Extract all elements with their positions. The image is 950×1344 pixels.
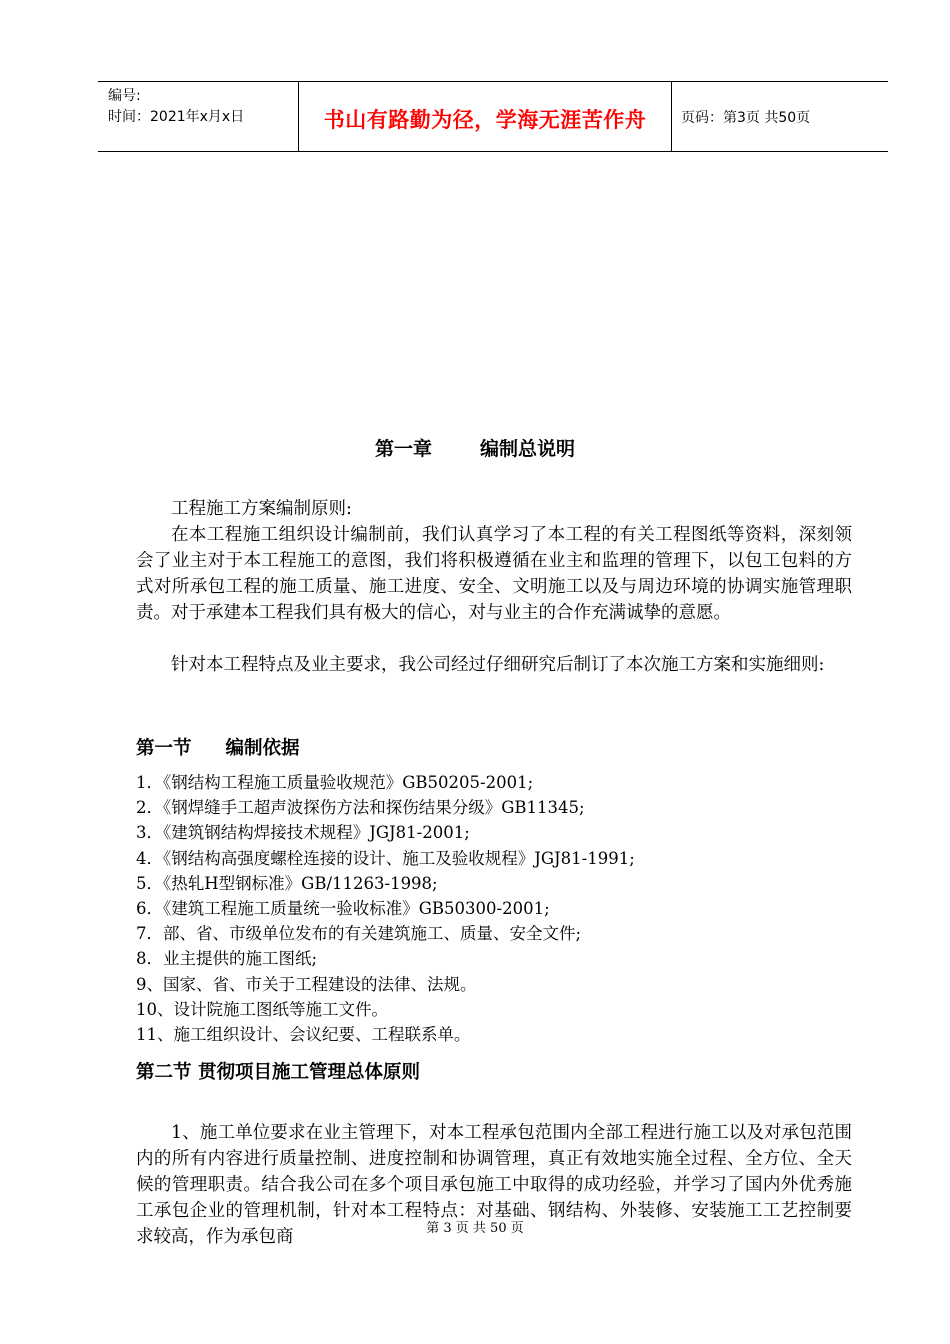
page-footer: 第 3 页 共 50 页 xyxy=(426,1221,524,1236)
list-item: 9、国家、省、市关于工程建设的法律、法规。 xyxy=(136,974,477,994)
list-item: 5．《热轧H型钢标准》GB/11263-1998; xyxy=(136,873,438,893)
header-motto: 书山有路勤为径，学海无涯苦作舟 xyxy=(323,108,647,132)
list-item: 2．《钢焊缝手工超声波探伤方法和探伤结果分级》GB11345; xyxy=(136,798,585,818)
header-left-cell xyxy=(98,82,298,151)
list-item: 6．《建筑工程施工质量统一验收标准》GB50300-2001; xyxy=(136,899,550,919)
document-header xyxy=(98,81,888,152)
chapter-number: 第一章 xyxy=(374,438,432,460)
list-item: 11、施工组织设计、会议纪要、工程联系单。 xyxy=(136,1025,471,1045)
reference-list xyxy=(136,770,635,1047)
section-2-title: 第二节 贯彻项目施工管理总体原则 xyxy=(136,1062,420,1083)
header-page-info: 页码：第3页 共50页 xyxy=(681,110,811,126)
document-date: 时间：2021年x月x日 xyxy=(108,109,245,125)
document-number-label: 编号: xyxy=(108,88,141,104)
list-item: 7．部、省、市级单位发布的有关建筑施工、质量、安全文件; xyxy=(136,924,582,944)
list-item: 1．《钢结构工程施工质量验收规范》GB50205-2001; xyxy=(136,773,534,792)
header-right-cell xyxy=(671,82,888,151)
list-item: 4．《钢结构高强度螺栓连接的设计、施工及验收规程》JGJ81-1991; xyxy=(136,848,635,868)
section-2-paragraph-1: 1、施工单位要求在业主管理下，对本工程承包范围内全部工程进行施工以及对承包范围内的所有内容进行质量控制、进度控制和协调管理，真正有效地实施全过程、全方位、全天候的管理职责。结合我公司在多个项目承包施工中取得的成功经验，并学习了国内外优秀施工承包企业的管理机制，针对本工程特点：对基础、钢结构、外装修、安装施工工艺控制要求较高，作为承包商 xyxy=(136,1123,852,1247)
section-1-title xyxy=(136,734,300,760)
list-item: 8．业主提供的施工图纸; xyxy=(136,949,318,969)
list-item: 3．《建筑钢结构焊接技术规程》JGJ81-2001; xyxy=(136,823,470,843)
list-item: 10、设计院施工图纸等施工文件。 xyxy=(136,999,388,1019)
intro-paragraph-1: 在本工程施工组织设计编制前，我们认真学习了本工程的有关工程图纸等资料，深刻领会了业主对于本工程施工的意图，我们将积极遵循在业主和监理的管理下，以包工包料的方式对所承包工程的施工质量、施工进度、安全、文明施工以及与周边环境的协调实施管理职责。对于承建本工程我们具有极大的信心，对与业主的合作充满诚挚的意愿。 xyxy=(136,525,852,623)
header-middle-cell xyxy=(298,82,672,151)
section-1-number: 第一节 xyxy=(136,738,192,759)
chapter-title xyxy=(0,434,950,461)
intro-heading: 工程施工方案编制原则: xyxy=(171,499,352,519)
section-1-name: 编制依据 xyxy=(225,738,300,759)
chapter-name: 编制总说明 xyxy=(480,438,576,460)
intro-paragraph-2: 针对本工程特点及业主要求，我公司经过仔细研究后制订了本次施工方案和实施细则: xyxy=(171,655,825,675)
